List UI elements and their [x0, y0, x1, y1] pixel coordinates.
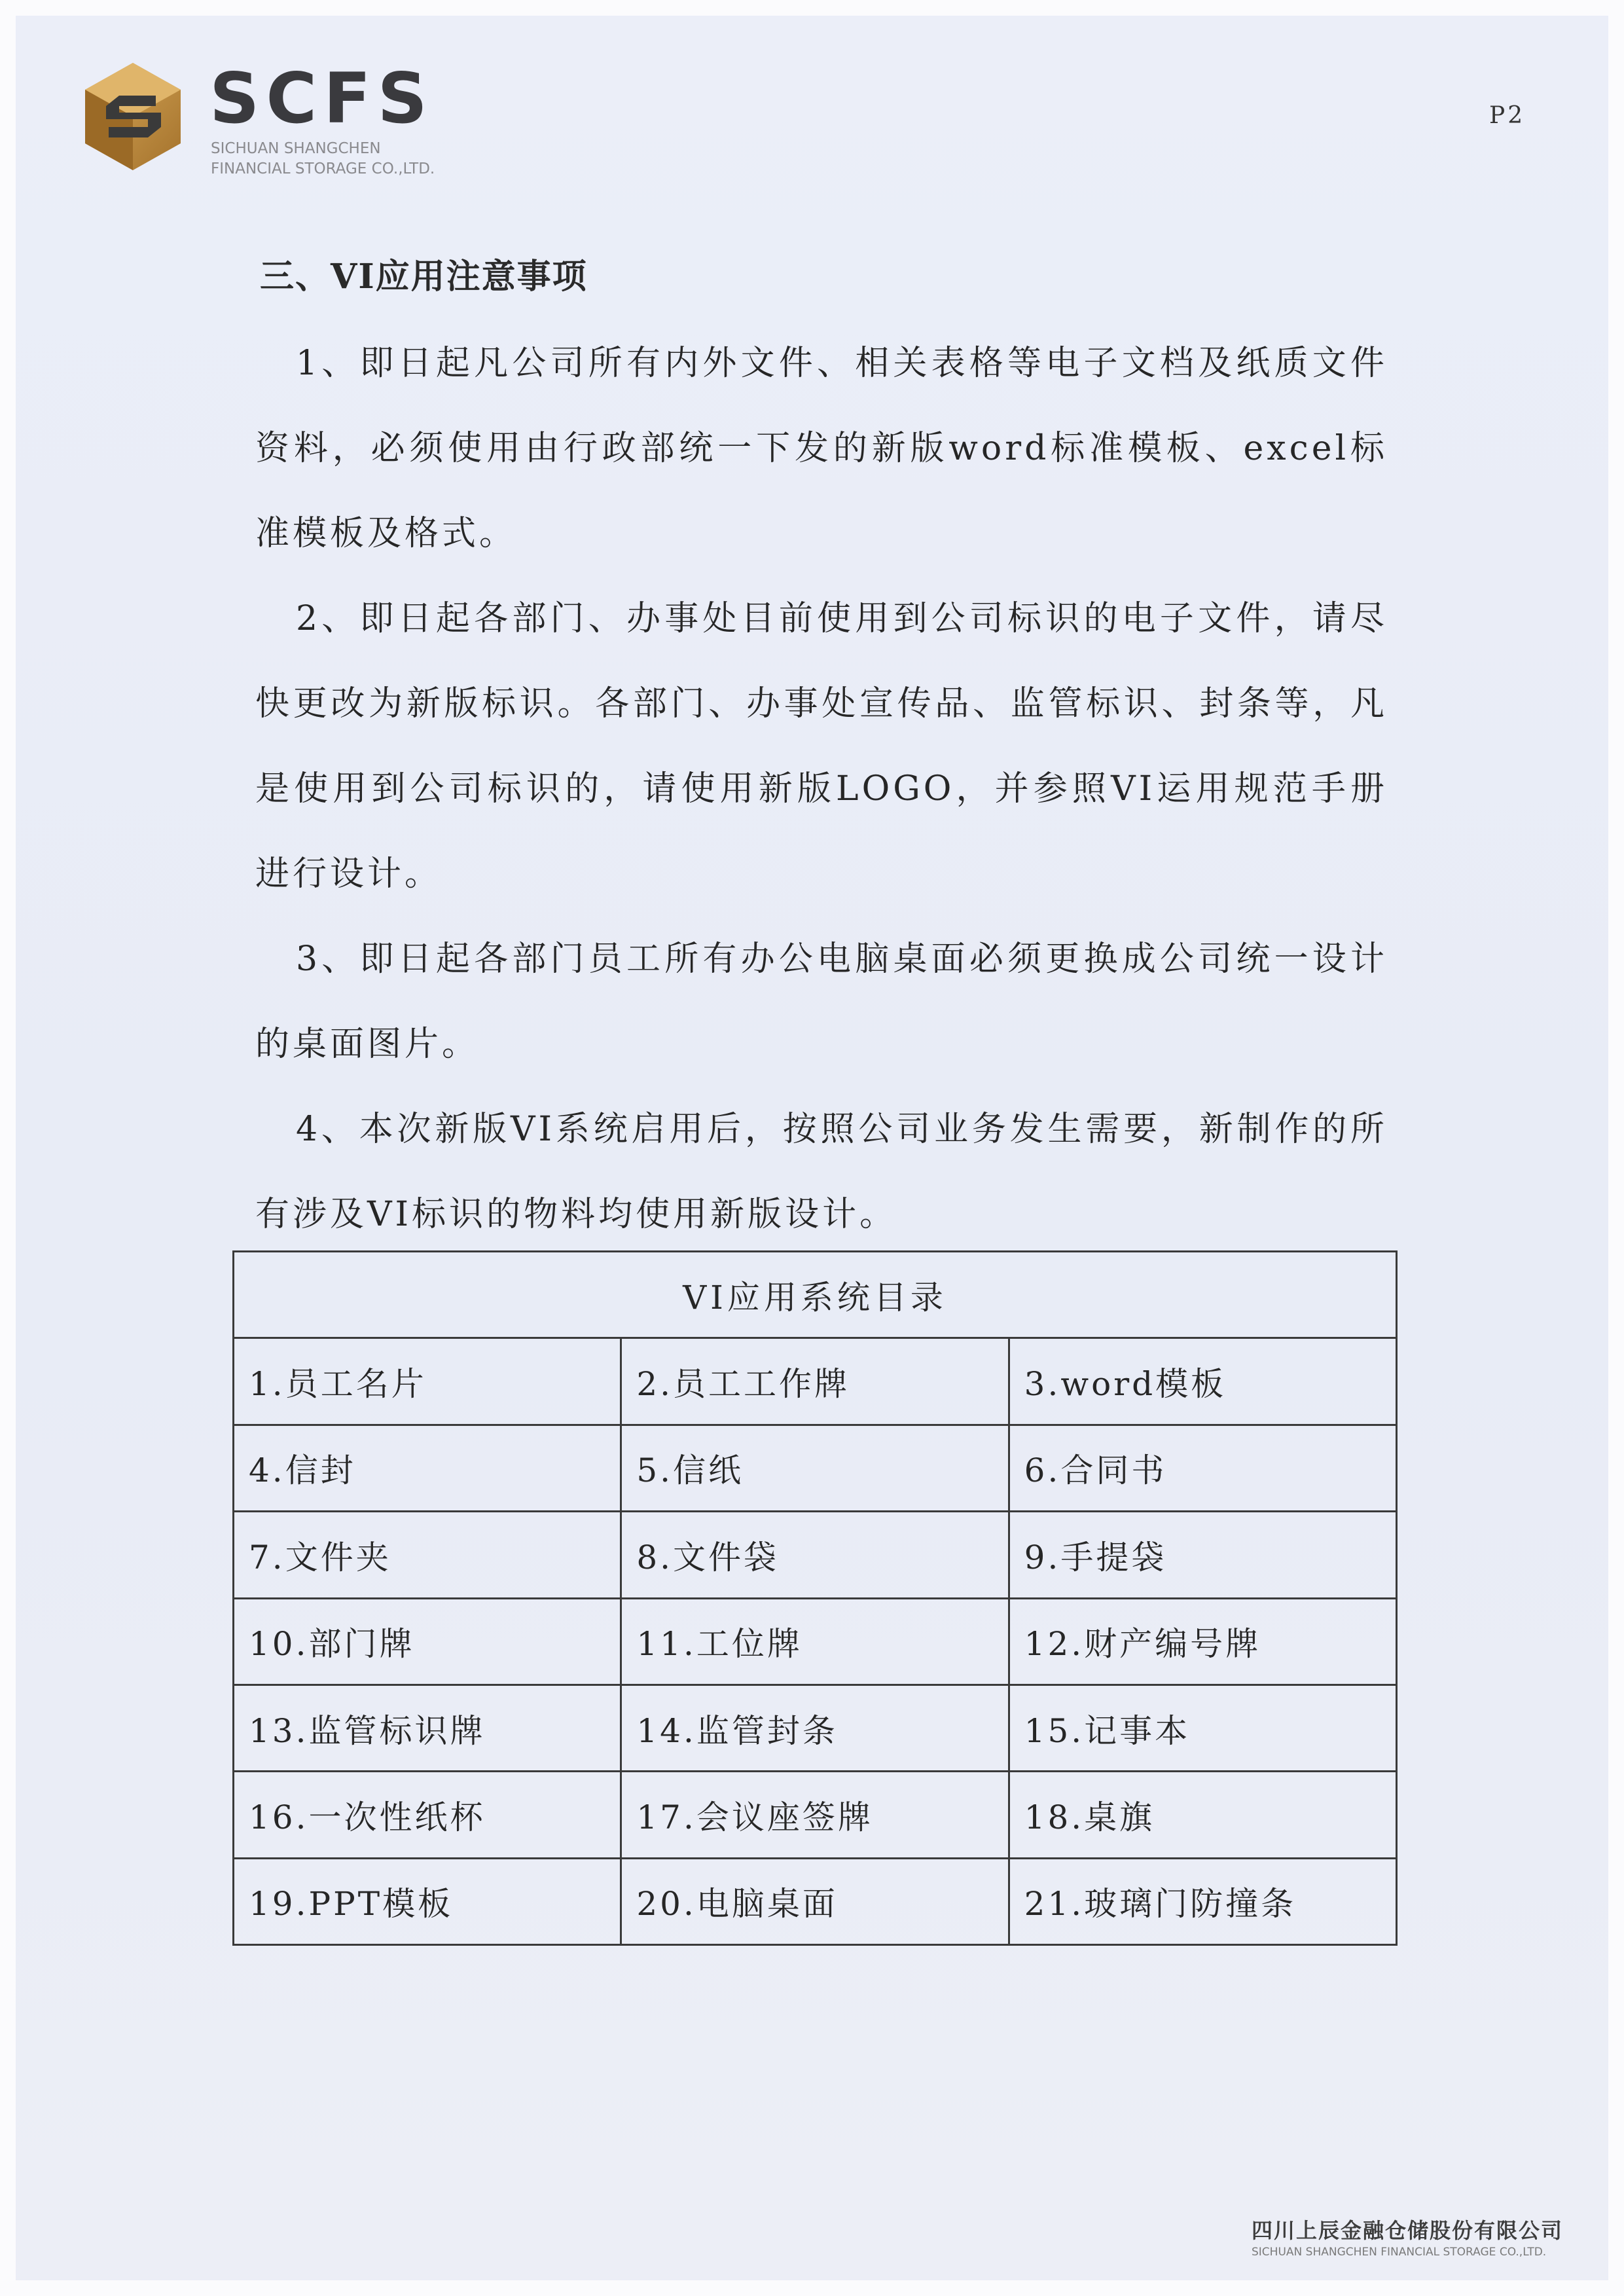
scfs-logo-icon — [85, 63, 181, 170]
paragraph-3: 3、即日起各部门员工所有办公电脑桌面必须更换成公司统一设计的桌面图片。 — [255, 939, 1388, 1064]
table-cell: 5.信纸 — [621, 1425, 1009, 1511]
brand-name: SCFS — [209, 58, 434, 139]
section-heading: 三、VI应用注意事项 — [260, 257, 588, 297]
paragraph-4: 4、本次新版VI系统启用后，按照公司业务发生需要，新制作的所有涉及VI标识的物料均使用新版设计。 — [255, 1110, 1388, 1234]
table-cell: 12.财产编号牌 — [1009, 1598, 1396, 1685]
table-cell: 7.文件夹 — [234, 1512, 621, 1598]
table-cell: 14.监管封条 — [621, 1685, 1009, 1771]
table-cell: 1.员工名片 — [234, 1338, 621, 1425]
table-cell: 9.手提袋 — [1009, 1512, 1396, 1598]
table-cell: 10.部门牌 — [234, 1598, 621, 1685]
table-row — [234, 1858, 1397, 1944]
footer-company-name-en: SICHUAN SHANGCHEN FINANCIAL STORAGE CO.,LTD. — [1252, 2246, 1547, 2259]
table-cell: 8.文件袋 — [621, 1512, 1009, 1598]
paragraph-2: 2、即日起各部门、办事处目前使用到公司标识的电子文件，请尽快更改为新版标识。各部门、办事处宣传品、监管标识、封条等，凡是使用到公司标识的，请使用新版LOGO，并参照VI运用规范手册进行设计。 — [255, 599, 1388, 894]
table-cell: 18.桌旗 — [1009, 1772, 1396, 1858]
paragraph-1: 1、即日起凡公司所有内外文件、相关表格等电子文档及纸质文件资料，必须使用由行政部统一下发的新版word标准模板、excel标准模板及格式。 — [255, 344, 1388, 553]
table-cell: 15.记事本 — [1009, 1685, 1396, 1771]
table-cell: 21.玻璃门防撞条 — [1009, 1858, 1396, 1944]
table-row — [234, 1512, 1397, 1598]
table-cell: 2.员工工作牌 — [621, 1338, 1009, 1425]
table-row — [234, 1685, 1397, 1771]
brand-subtitle-line2: FINANCIAL STORAGE CO.,LTD. — [211, 160, 435, 177]
table-cell: 3.word模板 — [1009, 1338, 1396, 1425]
brand-subtitle — [211, 139, 435, 179]
table-title: VI应用系统目录 — [234, 1252, 1397, 1338]
table-cell: 19.PPT模板 — [234, 1858, 621, 1944]
page-number: P2 — [1489, 102, 1526, 129]
table-cell: 20.电脑桌面 — [621, 1858, 1009, 1944]
table-cell: 11.工位牌 — [621, 1598, 1009, 1685]
brand-subtitle-line1: SICHUAN SHANGCHEN — [211, 140, 381, 157]
table-cell: 17.会议座签牌 — [621, 1772, 1009, 1858]
table-cell: 4.信封 — [234, 1425, 621, 1511]
table-row — [234, 1772, 1397, 1858]
table-title-row — [234, 1252, 1397, 1338]
table-row — [234, 1425, 1397, 1511]
table-cell: 6.合同书 — [1009, 1425, 1396, 1511]
table-cell: 16.一次性纸杯 — [234, 1772, 621, 1858]
table-row — [234, 1338, 1397, 1425]
table-cell: 13.监管标识牌 — [234, 1685, 621, 1771]
footer-company-name: 四川上辰金融仓储股份有限公司 — [1252, 2218, 1564, 2243]
table-row — [234, 1598, 1397, 1685]
vi-catalog-table — [232, 1250, 1398, 1946]
